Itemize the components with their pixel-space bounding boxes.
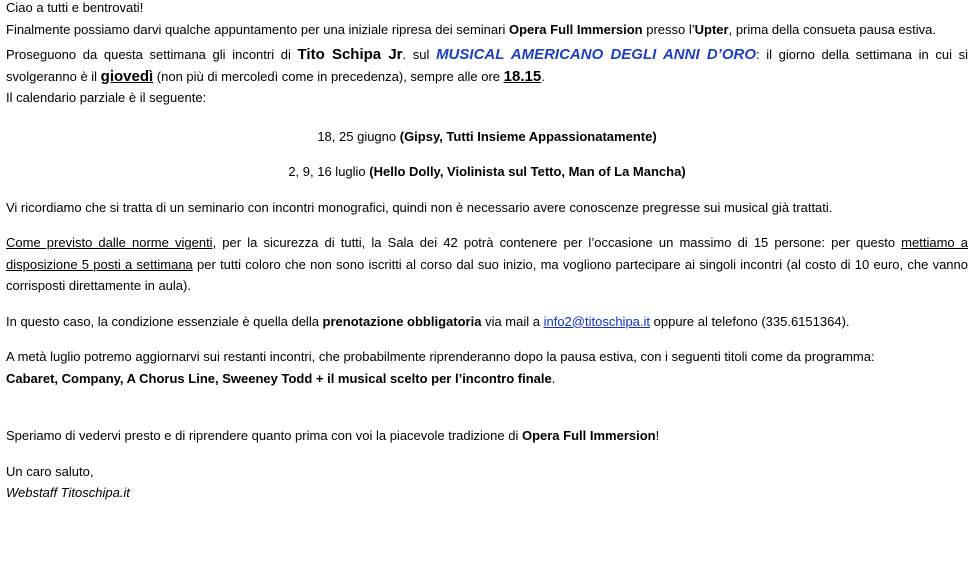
intro-text: presso l’ — [642, 21, 695, 37]
calendar-titles: (Gipsy, Tutti Insieme Appassionatamente) — [399, 128, 657, 144]
schedule-text: . sul — [402, 47, 437, 62]
calendar-intro: Il calendario parziale è il seguente: — [6, 90, 207, 105]
seminar-name: Opera Full Immersion — [521, 428, 656, 443]
calendar-dates: 2, 9, 16 luglio — [288, 164, 370, 179]
farewell-text: ! — [655, 428, 660, 443]
booking-requirement: prenotazione obbligatoria — [322, 313, 482, 329]
calendar-entry-june — [6, 126, 968, 148]
email-body — [6, 0, 968, 504]
course-title: MUSICAL AMERICANO DEGLI ANNI D’ORO — [436, 46, 756, 63]
capacity-text: per tutti coloro che non sono iscritti al corso dal suo inizio, ma vogliono partecipare ai singoli incontri (al costo di 10 euro, che vanno corrisposti direttamente in aula). — [6, 256, 968, 293]
email-link[interactable]: info2@titoschipa.it — [543, 313, 651, 329]
upcoming-titles: Cabaret, Company, A Chorus Line, Sweeney Todd + il musical scelto per l’incontro finale — [6, 370, 552, 386]
capacity-text: mettiamo a disposizione 5 posti a settimana — [6, 235, 968, 272]
intro-paragraph — [6, 19, 968, 41]
calendar-dates: 18, 25 giugno — [317, 128, 400, 144]
intro-text: , prima della consueta pausa estiva. — [728, 21, 936, 37]
booking-paragraph — [6, 311, 968, 333]
upcoming-text: A metà luglio potremo aggiornarvi sui restanti incontri, che probabilmente riprenderanno dopo la pausa estiva, con i seguenti titoli come da programma: — [6, 349, 875, 364]
start-time: 18.15 — [503, 67, 542, 85]
speaker-name: Tito Schipa Jr — [297, 46, 403, 63]
intro-text: Finalmente possiamo darvi qualche appuntamento per una iniziale ripresa dei seminari — [6, 21, 509, 37]
booking-text: oppure al telefono (335.6151364). — [650, 313, 850, 329]
upcoming-text: . — [551, 370, 556, 386]
venue-name: Upter — [694, 21, 729, 37]
schedule-text: (non più di mercoledì come in precedenza), sempre alle ore — [153, 68, 504, 84]
schedule-text: Proseguono da questa settimana gli incontri di — [6, 47, 298, 62]
schedule-text: . — [541, 68, 545, 84]
seminar-name: Opera Full Immersion — [508, 21, 643, 37]
capacity-text: , per la sicurezza di tutti, la Sala dei 42 potrà contenere per l’occasione un massimo di 15 persone: per questo — [212, 235, 902, 250]
closing: Un caro saluto, — [6, 463, 94, 479]
booking-text: In questo caso, la condizione essenziale è quella della — [6, 313, 323, 329]
capacity-text: Come previsto dalle norme vigenti — [6, 235, 213, 250]
booking-text: via mail a — [481, 313, 544, 329]
farewell-text: Speriamo di vedervi presto e di riprendere quanto prima con voi la piacevole tradizione di — [6, 428, 522, 443]
farewell-paragraph — [6, 425, 968, 447]
weekday: giovedì — [100, 67, 154, 85]
capacity-paragraph — [6, 232, 968, 297]
signature: Webstaff Titoschipa.it — [6, 485, 130, 500]
calendar-titles: (Hello Dolly, Violinista sul Tetto, Man of La Mancha) — [369, 164, 686, 179]
calendar-entry-july — [6, 161, 968, 183]
schedule-paragraph — [6, 44, 968, 87]
upcoming-paragraph — [6, 346, 968, 389]
schedule-text: : il giorno della settimana in cui si svolgeranno è il — [6, 47, 968, 84]
reminder-paragraph: Vi ricordiamo che si tratta di un seminario con incontri monografici, quindi non è necessario avere conoscenze pregresse sui musical già trattati. — [6, 199, 833, 215]
greeting: Ciao a tutti e bentrovati! — [6, 0, 144, 15]
